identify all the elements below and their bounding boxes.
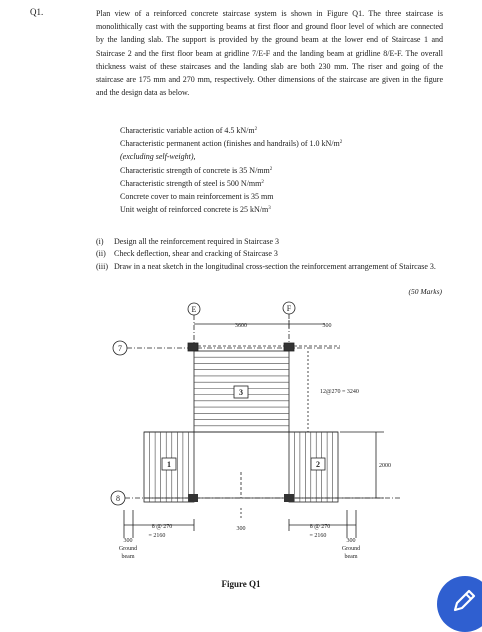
dim-right-bottom-2: = 2160 [309,533,327,539]
ground-beam-left: Ground [118,546,138,552]
design-data-line: Characteristic variable action of 4.5 $kN/m^2$ [120,126,258,135]
marks-label: (50 Marks) [408,287,442,296]
ground-beam-left-2: beam [121,554,135,560]
task-list [96,236,443,273]
stair-2-label: 2 [316,460,320,469]
dim-3600: 3600 [235,323,247,329]
ground-beam-right: Ground [341,546,361,552]
dim-stair-3: 12@270 = 3240 [320,389,359,395]
design-data-line: Unit weight of reinforced concrete is 25 $kN/m^3$ [120,205,271,215]
pencil-icon [449,586,479,616]
task-item: (ii) Check deflection, shear and cracking of Staircase 3 [96,249,278,259]
dim-300-top: 300 [322,323,332,329]
staircase-plan-figure [0,295,482,580]
question-number: Q1. [30,7,44,17]
stair-1-label: 1 [167,460,171,469]
dim-2000: 2000 [379,463,391,469]
grid-label-7: 7 [118,344,122,353]
dim-300-left: 300 [123,538,133,544]
grid-label-f: F [286,304,292,313]
stair-3-label: 3 [239,388,243,397]
edit-button[interactable] [437,576,482,632]
task-item: (iii) Draw in a neat sketch in the longitudinal cross-section the reinforcement arrangement of Staircase 3. [96,261,436,271]
dim-300-right: 300 [346,538,356,544]
dim-left-bottom-2: = 2160 [148,533,166,539]
dim-left-bottom: 8 @ 270 [151,524,173,530]
dim-300-mid: 300 [236,526,246,532]
figure-caption: Figure Q1 [221,579,261,589]
question-paragraph: Plan view of a reinforced concrete staircase system is shown in Figure Q1. The three staircase is monolithically cast with the supporting beams at first floor and ground floor level of which are connected by the landing slab. The support is provided by the ground beam at the lower end of Staircase 1 and Staircase 2 and the first floor beam at gridline 7/E-F and the landing beam at gridline 8/E-F. The overall thickness waist of these staircases and the landing slab are both 230 mm. The riser and going of the staircase are 175 mm and 270 mm, respectively. Other dimensions of the staircase are given in the figure and the design data as below. [96,9,443,98]
ground-beam-right-2: beam [344,554,358,560]
design-data-line: Characteristic strength of steel is 500 $N/mm^2$ [120,178,264,188]
design-data [120,124,443,216]
grid-label-e: E [191,305,197,314]
grid-label-8: 8 [116,494,120,503]
design-data-line: (excluding self-weight), [120,152,196,162]
task-item: (i) Design all the reinforcement required in Staircase 3 [96,237,280,246]
dim-right-bottom: 8 @ 270 [309,524,331,530]
design-data-line: Concrete cover to main reinforcement is 35 mm [120,192,274,202]
design-data-line: Characteristic permanent action (finishes and handrails) of 1.0 $kN/m^2$ [120,139,343,149]
design-data-line: Characteristic strength of concrete is 35 $N/mm^2$ [120,165,273,175]
